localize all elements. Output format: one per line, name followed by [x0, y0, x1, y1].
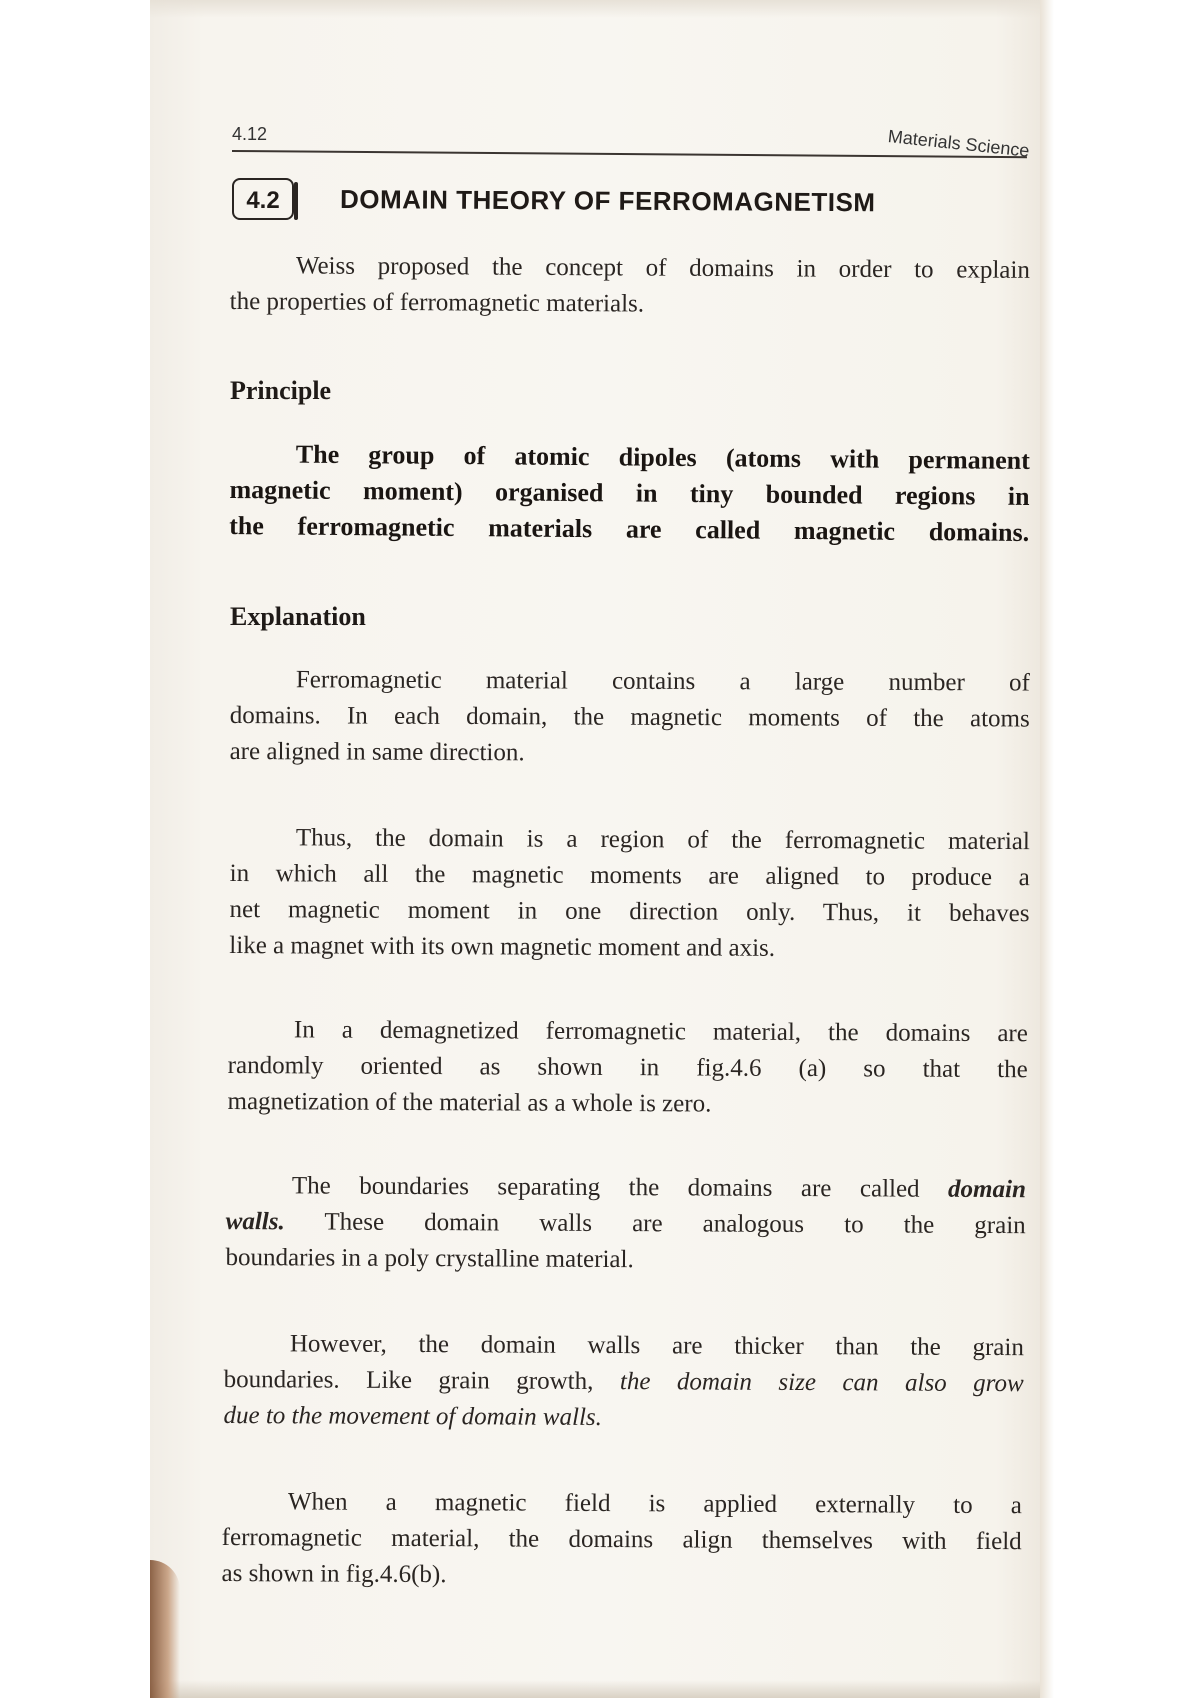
- intro-line-2: the properties of ferromagnetic materials.: [229, 287, 645, 318]
- explanation-paragraph-6: [221, 1484, 1022, 1596]
- exp-p3-line-1: In a demagnetized ferromagnetic material, the domains are: [293, 1016, 1028, 1048]
- section-heading: [232, 178, 1032, 224]
- principle-line-2: magnetic moment) organised in tiny bounded regions in: [229, 474, 1030, 511]
- running-title: Materials Science: [886, 126, 1031, 161]
- exp-p4-line-2: [226, 1204, 1026, 1244]
- explanation-paragraph-5: [223, 1326, 1024, 1438]
- explanation-heading: Explanation: [230, 602, 366, 631]
- explanation-paragraph-3: [227, 1012, 1028, 1124]
- exp-p6-line-3: as shown in fig.4.6(b).: [221, 1559, 447, 1589]
- page-top-shadow: [150, 0, 1050, 18]
- exp-p5-line-1: However, the domain walls are thicker than the grain: [289, 1330, 1024, 1362]
- exp-p2-line-3: net magnetic moment in one direction only. Thus, it behaves: [229, 895, 1030, 928]
- exp-p5-line-2-italic: the domain size can also grow: [619, 1368, 1024, 1398]
- exp-p5-line-3: due to the movement of domain walls.: [223, 1401, 603, 1431]
- exp-p4-line-2-text: These domain walls are analogous to the grain: [324, 1208, 1026, 1240]
- page-number: 4.12: [232, 124, 268, 144]
- intro-paragraph: [230, 248, 1030, 325]
- principle-line-3: the ferromagnetic materials are called magnetic domains.: [229, 510, 1030, 547]
- exp-p2-line-2: in which all the magnetic moments are aligned to produce a: [229, 859, 1030, 892]
- explanation-paragraph-2: [229, 820, 1030, 968]
- principle-paragraph: [229, 436, 1030, 551]
- exp-p5-line-2: [224, 1362, 1024, 1402]
- exp-p3-line-3: magnetization of the material as a whole is zero.: [227, 1087, 712, 1118]
- section-title: DOMAIN THEORY OF FERROMAGNETISM: [339, 184, 876, 218]
- exp-p2-line-1: Thus, the domain is a region of the ferromagnetic material: [295, 824, 1030, 856]
- exp-p4-line-3: boundaries in a poly crystalline material.: [225, 1243, 634, 1274]
- exp-p4-line-1: [226, 1168, 1026, 1208]
- exp-p1-line-1: Ferromagnetic material contains a large number of: [295, 666, 1030, 697]
- page-right-edge: [1040, 0, 1054, 1698]
- explanation-paragraph-1: [230, 662, 1030, 773]
- domain-walls-term-part-1: domain: [948, 1175, 1026, 1204]
- exp-p2-line-4: like a magnet with its own magnetic moment and axis.: [229, 931, 776, 962]
- exp-p6-line-1: When a magnetic field is applied externally to a: [287, 1488, 1022, 1520]
- exp-p6-line-2: ferromagnetic material, the domains align themselves with field: [221, 1523, 1022, 1556]
- principle-heading: Principle: [230, 376, 332, 405]
- thumb-shadow: [150, 1560, 180, 1698]
- exp-p1-line-3: are aligned in same direction.: [229, 737, 525, 767]
- page-bottom-shadow: [150, 1680, 1050, 1698]
- domain-walls-term-part-2: walls.: [225, 1207, 285, 1236]
- section-number-badge: 4.2: [232, 178, 294, 220]
- intro-line-1: Weiss proposed the concept of domains in order to explain: [295, 252, 1030, 284]
- principle-line-1: The group of atomic dipoles (atoms with permanent: [295, 439, 1030, 475]
- explanation-paragraph-4: [225, 1168, 1026, 1280]
- page-header: [232, 124, 1032, 164]
- exp-p4-line-1-text: The boundaries separating the domains are called: [291, 1172, 920, 1203]
- exp-p3-line-2: randomly oriented as shown in fig.4.6 (a) so that the: [227, 1051, 1028, 1084]
- exp-p1-line-2: domains. In each domain, the magnetic moments of the atoms: [229, 701, 1030, 733]
- exp-p5-line-2-text: boundaries. Like grain growth,: [223, 1365, 594, 1395]
